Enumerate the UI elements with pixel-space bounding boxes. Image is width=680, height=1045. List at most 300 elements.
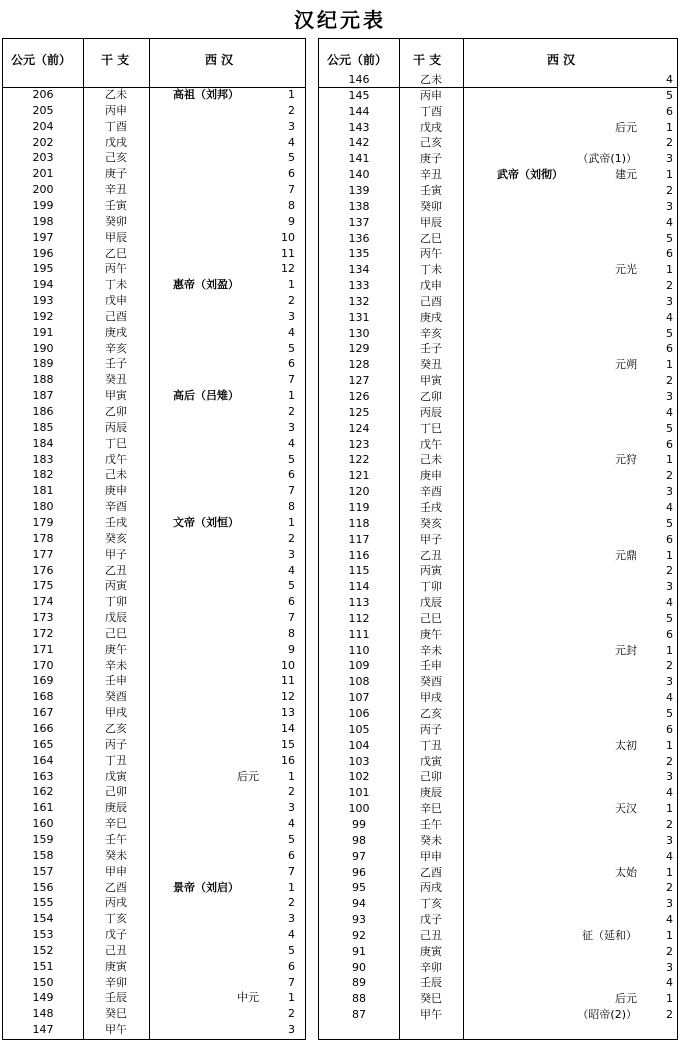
table-row xyxy=(3,120,305,133)
year-cell: 167 xyxy=(32,706,54,720)
table-row xyxy=(3,896,305,909)
table-row xyxy=(319,897,677,910)
year-cell: 163 xyxy=(32,769,54,783)
ganzhi-cell: 戊申 xyxy=(420,279,442,293)
reign-year-cell: 6 xyxy=(288,848,295,862)
ganzhi-cell: 甲戌 xyxy=(105,706,127,720)
table-row xyxy=(3,373,305,386)
year-cell: 144 xyxy=(348,104,370,118)
ganzhi-cell: 丁丑 xyxy=(420,738,442,752)
emperor-cell: 惠帝（刘盈） xyxy=(173,278,239,292)
reign-year-cell: 2 xyxy=(666,1008,673,1022)
reign-year-cell: 8 xyxy=(288,500,295,514)
table-right xyxy=(318,38,678,1040)
table-row xyxy=(319,961,677,974)
ganzhi-cell: 乙未 xyxy=(420,73,442,86)
reign-year-cell: 2 xyxy=(666,944,673,958)
table-row xyxy=(319,929,677,942)
table-row xyxy=(319,422,677,435)
ganzhi-cell: 己丑 xyxy=(105,943,127,957)
table-row xyxy=(3,659,305,672)
table-row xyxy=(319,596,677,609)
table-row xyxy=(319,200,677,213)
year-cell: 179 xyxy=(32,515,54,529)
reign-year-cell: 6 xyxy=(666,342,673,356)
reign-year-cell: 15 xyxy=(281,737,295,751)
reign-year-cell: 1 xyxy=(666,928,673,942)
ganzhi-cell: 壬午 xyxy=(420,817,442,831)
reign-year-cell: 2 xyxy=(288,1007,295,1021)
ganzhi-cell: 己巳 xyxy=(420,611,442,625)
ganzhi-cell: 己丑 xyxy=(420,928,442,942)
ganzhi-cell: 甲申 xyxy=(105,864,127,878)
table-row xyxy=(319,1008,677,1021)
reign-year-cell: 3 xyxy=(666,580,673,594)
ganzhi-cell: 己亥 xyxy=(105,151,127,165)
reign-year-cell: 1 xyxy=(666,548,673,562)
ganzhi-cell: 辛未 xyxy=(105,658,127,672)
ganzhi-cell: 丁亥 xyxy=(105,912,127,926)
table-row xyxy=(3,801,305,814)
year-cell: 169 xyxy=(32,674,54,688)
ganzhi-cell: 庚寅 xyxy=(105,959,127,973)
table-row xyxy=(3,389,305,402)
ganzhi-cell: 己卯 xyxy=(420,770,442,784)
ganzhi-cell: 丙辰 xyxy=(105,420,127,434)
ganzhi-cell: 乙亥 xyxy=(420,707,442,720)
year-cell: 126 xyxy=(348,390,370,403)
era-cell: 元朔 xyxy=(615,358,637,372)
reign-year-cell: 2 xyxy=(666,469,673,483)
reign-year-cell: 6 xyxy=(666,247,673,261)
reign-year-cell: 12 xyxy=(281,690,295,704)
ganzhi-cell: 甲午 xyxy=(420,1008,442,1022)
reign-year-cell: 3 xyxy=(666,390,673,403)
year-cell: 192 xyxy=(32,309,54,323)
table-row xyxy=(319,152,677,165)
table-row xyxy=(319,121,677,134)
reign-year-cell: 5 xyxy=(288,943,295,957)
reign-year-cell: 4 xyxy=(288,436,295,450)
table-row xyxy=(3,278,305,291)
table-row xyxy=(319,232,677,245)
ganzhi-cell: 丙子 xyxy=(420,722,442,736)
header-ganzhi: 干 支 xyxy=(413,53,442,67)
table-row xyxy=(3,722,305,735)
year-cell: 176 xyxy=(32,563,54,577)
year-cell: 188 xyxy=(32,373,54,387)
ganzhi-cell: 乙巳 xyxy=(420,231,442,245)
year-cell: 155 xyxy=(32,896,54,910)
ganzhi-cell: 庚辰 xyxy=(420,786,442,800)
year-cell: 164 xyxy=(32,753,54,767)
ganzhi-cell: 戊辰 xyxy=(420,596,442,610)
table-row xyxy=(3,310,305,323)
table-row xyxy=(319,501,677,514)
table-row xyxy=(3,643,305,656)
reign-year-cell: 5 xyxy=(666,88,673,102)
reign-year-cell: 1 xyxy=(666,120,673,134)
table-row xyxy=(3,960,305,973)
year-cell: 122 xyxy=(348,453,370,467)
ganzhi-cell: 壬辰 xyxy=(420,976,442,990)
ganzhi-cell: 壬戌 xyxy=(420,500,442,514)
table-row xyxy=(319,770,677,783)
table-row xyxy=(3,294,305,307)
ganzhi-cell: 戊子 xyxy=(420,913,442,927)
reign-year-cell: 3 xyxy=(288,912,295,926)
table-row xyxy=(319,628,677,641)
table-row xyxy=(319,755,677,768)
ganzhi-cell: 庚戌 xyxy=(420,310,442,324)
table-row xyxy=(319,295,677,308)
year-cell: 107 xyxy=(348,691,370,705)
table-row xyxy=(319,786,677,799)
year-cell: 180 xyxy=(32,500,54,514)
ganzhi-cell: 癸丑 xyxy=(105,373,127,387)
ganzhi-cell: 甲子 xyxy=(420,532,442,546)
year-cell: 197 xyxy=(32,230,54,244)
year-cell: 102 xyxy=(348,770,370,784)
year-cell: 135 xyxy=(348,247,370,261)
year-cell: 172 xyxy=(32,626,54,640)
ganzhi-cell: 乙丑 xyxy=(420,548,442,562)
reign-year-cell: 1 xyxy=(288,991,295,1005)
reign-year-cell: 5 xyxy=(288,832,295,846)
table-row xyxy=(319,580,677,593)
table-row xyxy=(3,1023,305,1036)
year-cell: 114 xyxy=(348,580,370,594)
header-ganzhi: 干 支 xyxy=(101,53,130,67)
table-row xyxy=(319,136,677,149)
table-row xyxy=(319,279,677,292)
table-row xyxy=(3,421,305,434)
year-cell: 149 xyxy=(32,991,54,1005)
table-left xyxy=(2,38,306,1040)
ganzhi-cell: 丙戌 xyxy=(420,881,442,895)
era-cell: 后元 xyxy=(237,769,259,783)
year-cell: 100 xyxy=(348,802,370,816)
table-row xyxy=(3,706,305,719)
reign-year-cell: 1 xyxy=(288,278,295,292)
reign-year-cell: 1 xyxy=(288,769,295,783)
ganzhi-cell: 丙戌 xyxy=(105,896,127,910)
table-row xyxy=(319,247,677,260)
table-row xyxy=(319,723,677,736)
table-row xyxy=(3,770,305,783)
reign-year-cell: 4 xyxy=(666,786,673,800)
table-row xyxy=(319,406,677,419)
year-cell: 121 xyxy=(348,469,370,483)
reign-year-cell: 6 xyxy=(666,104,673,118)
year-cell: 105 xyxy=(348,722,370,736)
reign-year-cell: 6 xyxy=(288,959,295,973)
page-title: 汉纪元表 xyxy=(294,8,386,32)
ganzhi-cell: 辛亥 xyxy=(105,341,127,355)
table-row xyxy=(3,991,305,1004)
reign-year-cell: 13 xyxy=(281,706,295,720)
table-row xyxy=(319,691,677,704)
year-cell: 184 xyxy=(32,436,54,450)
ganzhi-cell: 甲辰 xyxy=(105,230,127,244)
reign-year-cell: 1 xyxy=(288,515,295,529)
table-row xyxy=(3,88,305,101)
table-row xyxy=(319,374,677,387)
table-row xyxy=(3,326,305,339)
reign-year-cell: 3 xyxy=(666,152,673,166)
ganzhi-cell: 甲申 xyxy=(420,849,442,863)
year-cell: 111 xyxy=(348,627,370,641)
reign-year-cell: 1 xyxy=(288,389,295,403)
ganzhi-cell: 辛巳 xyxy=(105,817,127,831)
year-cell: 129 xyxy=(348,342,370,356)
year-cell: 128 xyxy=(348,358,370,372)
ganzhi-cell: 丙申 xyxy=(105,103,127,117)
ganzhi-cell: 癸巳 xyxy=(420,992,442,1006)
year-cell: 90 xyxy=(352,960,366,974)
table-row xyxy=(3,405,305,418)
year-cell: 194 xyxy=(32,278,54,292)
reign-year-cell: 3 xyxy=(288,309,295,323)
ganzhi-cell: 乙酉 xyxy=(105,880,127,894)
table-row xyxy=(319,342,677,355)
reign-year-cell: 2 xyxy=(666,659,673,673)
ganzhi-cell: 己未 xyxy=(105,468,127,482)
reign-year-cell: 4 xyxy=(666,913,673,927)
table-row xyxy=(3,548,305,561)
year-cell: 104 xyxy=(348,738,370,752)
ganzhi-cell: 癸酉 xyxy=(105,690,127,704)
reign-year-cell: 3 xyxy=(666,675,673,689)
ganzhi-cell: 辛卯 xyxy=(420,960,442,974)
reign-year-cell: 2 xyxy=(666,183,673,197)
year-cell: 193 xyxy=(32,294,54,308)
year-cell: 170 xyxy=(32,658,54,672)
table-row xyxy=(3,579,305,592)
reign-year-cell: 8 xyxy=(288,626,295,640)
year-cell: 142 xyxy=(348,136,370,150)
ganzhi-cell: 庚辰 xyxy=(105,801,127,815)
table-row xyxy=(3,912,305,925)
table-row xyxy=(3,342,305,355)
year-cell: 99 xyxy=(352,817,366,831)
table-row xyxy=(319,216,677,229)
ganzhi-cell: 壬寅 xyxy=(420,183,442,197)
ganzhi-cell: 辛丑 xyxy=(420,168,442,182)
year-cell: 161 xyxy=(32,801,54,815)
ganzhi-cell: 己酉 xyxy=(105,309,127,323)
table-row xyxy=(3,817,305,830)
table-row xyxy=(3,738,305,751)
year-cell: 119 xyxy=(348,500,370,514)
ganzhi-cell: 庚子 xyxy=(105,167,127,181)
reign-year-cell: 3 xyxy=(288,547,295,561)
table-row xyxy=(3,151,305,164)
header-dynasty: 西 汉 xyxy=(547,53,576,67)
reign-year-cell: 2 xyxy=(288,896,295,910)
ganzhi-cell: 乙亥 xyxy=(105,722,127,735)
year-cell: 191 xyxy=(32,325,54,339)
reign-year-cell: 2 xyxy=(288,294,295,308)
ganzhi-cell: 丁卯 xyxy=(420,580,442,594)
year-cell: 147 xyxy=(32,1023,54,1037)
table-row xyxy=(3,944,305,957)
ganzhi-cell: 庚申 xyxy=(420,469,442,483)
era-cell: 元光 xyxy=(615,263,637,277)
table-row xyxy=(3,500,305,513)
reign-year-cell: 2 xyxy=(666,279,673,293)
reign-year-cell: 2 xyxy=(288,405,295,418)
ganzhi-cell: 戊寅 xyxy=(420,754,442,768)
table-row xyxy=(319,184,677,197)
table-row xyxy=(319,358,677,371)
table-row xyxy=(319,73,677,86)
year-cell: 123 xyxy=(348,437,370,451)
table-row xyxy=(319,89,677,102)
table-row xyxy=(319,976,677,989)
reign-year-cell: 6 xyxy=(288,167,295,181)
year-cell: 154 xyxy=(32,912,54,926)
year-cell: 125 xyxy=(348,405,370,419)
ganzhi-cell: 癸未 xyxy=(105,848,127,862)
year-cell: 130 xyxy=(348,326,370,340)
year-cell: 168 xyxy=(32,690,54,704)
reign-year-cell: 1 xyxy=(666,358,673,372)
ganzhi-cell: 甲寅 xyxy=(420,374,442,388)
year-cell: 157 xyxy=(32,864,54,878)
table-row xyxy=(3,516,305,529)
table-row xyxy=(319,866,677,879)
table-row xyxy=(319,517,677,530)
reign-year-cell: 4 xyxy=(666,596,673,610)
ganzhi-cell: 丙午 xyxy=(420,247,442,261)
table-row xyxy=(319,644,677,657)
table-row xyxy=(3,183,305,196)
ganzhi-cell: 甲子 xyxy=(105,547,127,561)
year-cell: 174 xyxy=(32,595,54,609)
ganzhi-cell: 戊午 xyxy=(420,437,442,451)
reign-year-cell: 1 xyxy=(666,802,673,816)
reign-year-cell: 4 xyxy=(288,817,295,831)
reign-year-cell: 14 xyxy=(281,722,295,735)
reign-year-cell: 3 xyxy=(666,897,673,911)
ganzhi-cell: 壬申 xyxy=(420,659,442,673)
year-cell: 206 xyxy=(32,88,54,101)
ganzhi-cell: 丁酉 xyxy=(420,104,442,118)
reign-year-cell: 3 xyxy=(288,801,295,815)
emperor-cell: 高祖（刘邦） xyxy=(173,88,239,101)
year-cell: 204 xyxy=(32,119,54,133)
year-cell: 171 xyxy=(32,642,54,656)
table-row xyxy=(319,707,677,720)
reign-year-cell: 9 xyxy=(288,214,295,228)
ganzhi-cell: 戊戌 xyxy=(420,120,442,134)
reign-year-cell: 12 xyxy=(281,262,295,276)
header-dynasty: 西 汉 xyxy=(205,53,234,67)
year-cell: 183 xyxy=(32,452,54,466)
reign-year-cell: 1 xyxy=(666,453,673,467)
ganzhi-cell: 甲戌 xyxy=(420,691,442,705)
ganzhi-cell: 庚戌 xyxy=(105,325,127,339)
ganzhi-cell: 癸丑 xyxy=(420,358,442,372)
reign-year-cell: 6 xyxy=(666,437,673,451)
table-row xyxy=(3,136,305,149)
reign-year-cell: 2 xyxy=(666,754,673,768)
year-cell: 162 xyxy=(32,785,54,799)
ganzhi-cell: 己未 xyxy=(420,453,442,467)
table-row xyxy=(319,564,677,577)
ganzhi-cell: 壬申 xyxy=(105,674,127,688)
ganzhi-cell: 丁未 xyxy=(105,278,127,292)
year-cell: 152 xyxy=(32,943,54,957)
year-cell: 101 xyxy=(348,786,370,800)
year-cell: 143 xyxy=(348,120,370,134)
reign-year-cell: 7 xyxy=(288,864,295,878)
table-row xyxy=(3,674,305,687)
year-cell: 89 xyxy=(352,976,366,990)
reign-year-cell: 1 xyxy=(288,88,295,101)
ganzhi-cell: 壬子 xyxy=(105,357,127,371)
table-row xyxy=(3,865,305,878)
year-cell: 87 xyxy=(352,1008,366,1022)
era-cell: 中元 xyxy=(237,991,259,1005)
year-cell: 127 xyxy=(348,374,370,388)
ganzhi-cell: 癸巳 xyxy=(105,1007,127,1021)
table-row xyxy=(3,532,305,545)
ganzhi-cell: 甲寅 xyxy=(105,389,127,403)
ganzhi-cell: 丙午 xyxy=(105,262,127,276)
ganzhi-cell: 癸酉 xyxy=(420,675,442,689)
ganzhi-cell: 辛未 xyxy=(420,643,442,657)
year-cell: 150 xyxy=(32,975,54,989)
reign-year-cell: 7 xyxy=(288,975,295,989)
year-cell: 196 xyxy=(32,246,54,260)
reign-year-cell: 11 xyxy=(281,674,295,688)
year-cell: 181 xyxy=(32,484,54,498)
year-cell: 175 xyxy=(32,579,54,593)
table-row xyxy=(319,168,677,181)
table-row xyxy=(319,390,677,403)
year-cell: 118 xyxy=(348,516,370,530)
table-row xyxy=(319,453,677,466)
table-row xyxy=(3,564,305,577)
reign-year-cell: 1 xyxy=(666,168,673,182)
ganzhi-cell: 壬寅 xyxy=(105,198,127,212)
year-cell: 139 xyxy=(348,183,370,197)
ganzhi-cell: 辛丑 xyxy=(105,183,127,197)
ganzhi-cell: 己亥 xyxy=(420,136,442,150)
table-row xyxy=(319,675,677,688)
reign-year-cell: 9 xyxy=(288,642,295,656)
ganzhi-cell: 壬辰 xyxy=(105,991,127,1005)
reign-year-cell: 5 xyxy=(666,611,673,625)
table-row xyxy=(3,785,305,798)
ganzhi-cell: 癸卯 xyxy=(420,199,442,213)
era-cell: 征（延和） xyxy=(582,928,637,942)
ganzhi-cell: 戊子 xyxy=(105,928,127,942)
reign-year-cell: 4 xyxy=(666,500,673,514)
ganzhi-cell: 丁巳 xyxy=(105,436,127,450)
reign-year-cell: 4 xyxy=(666,849,673,863)
era-cell: 天汉 xyxy=(615,802,637,816)
table-row xyxy=(319,881,677,894)
reign-year-cell: 10 xyxy=(281,230,295,244)
table-row xyxy=(319,818,677,831)
emperor-cell: 武帝（刘彻） xyxy=(497,168,563,182)
ganzhi-cell: 辛巳 xyxy=(420,802,442,816)
year-cell: 151 xyxy=(32,959,54,973)
year-cell: 158 xyxy=(32,848,54,862)
